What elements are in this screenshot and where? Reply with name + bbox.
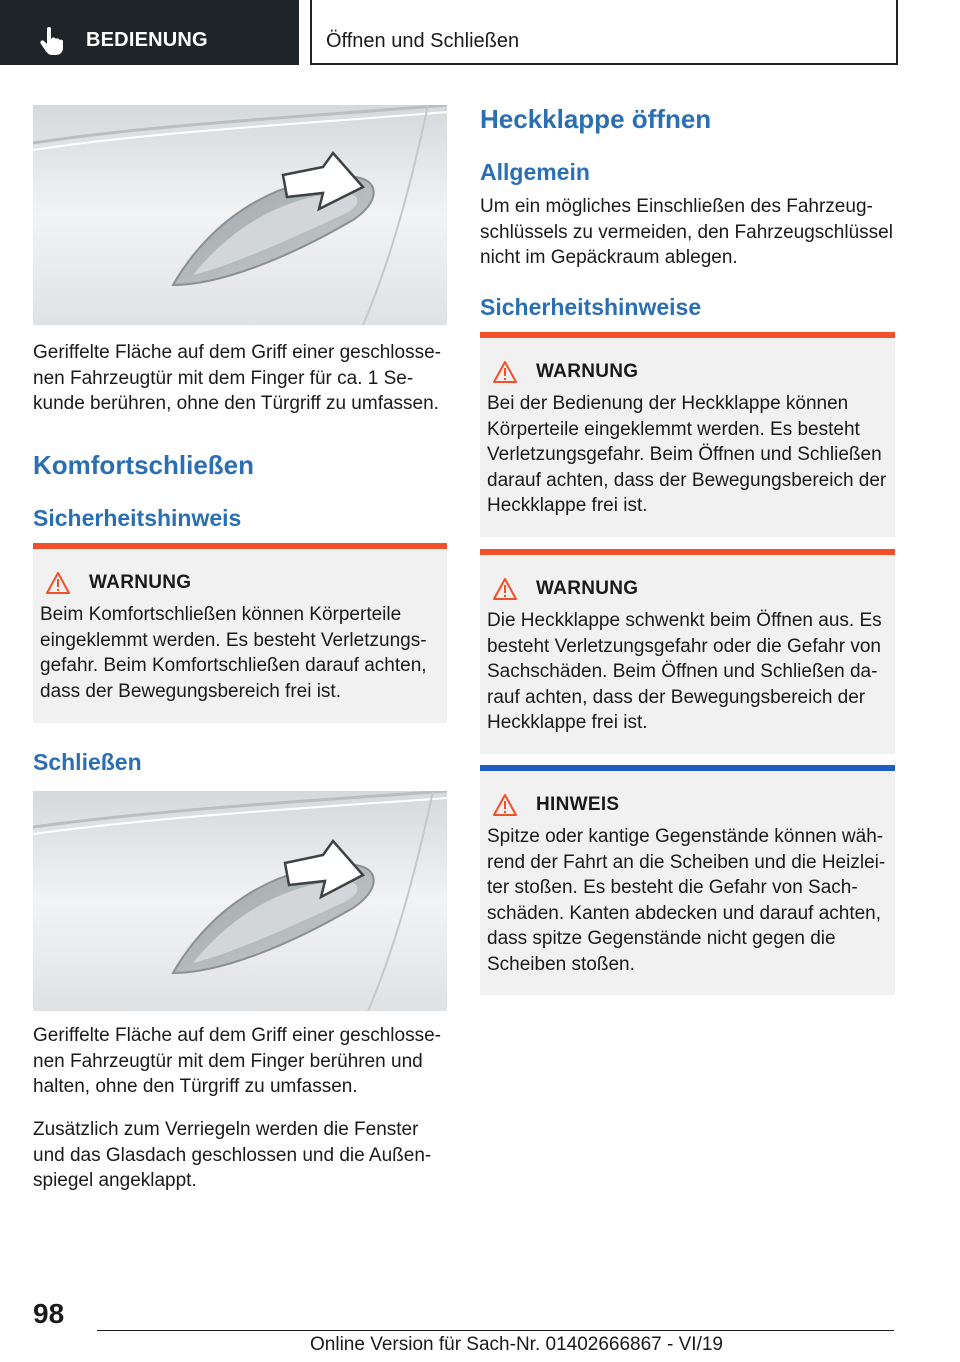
warning-text: Die Heckklappe schwenkt beim Öffnen aus. Es besteht Verletzungsgefahr oder die Gefahr von Sachschäden. Beim Öffnen und Schließen da-rauf achten, dass der Bewegungsbereich der Heckklappe frei ist. (487, 610, 882, 733)
warning-triangle-icon (492, 577, 518, 601)
door-handle-illustration (33, 791, 447, 1011)
section-tab (0, 0, 299, 65)
section-label: BEDIENUNG (86, 29, 208, 51)
note-label: HINWEIS (536, 794, 620, 815)
warning-triangle-icon (45, 571, 71, 595)
note-box-heckklappe (480, 765, 895, 995)
hand-pointer-icon (37, 26, 67, 56)
warning-bar (33, 543, 447, 549)
paragraph-verriegeln: Zusätzlich zum Verriegeln werden die Fenster und das Glasdach geschlossen und die Außen-spiegel angeklappt. (33, 1119, 432, 1191)
warning-bar (480, 332, 895, 338)
paragraph-allgemein: Um ein mögliches Einschließen des Fahrzeug-schlüssels zu vermeiden, den Fahrzeugschlüssel nicht im Gepäckraum ablegen. (480, 196, 893, 268)
warning-triangle-icon (492, 793, 518, 817)
warning-label: WARNUNG (536, 578, 639, 599)
note-bar (480, 765, 895, 771)
warning-label: WARNUNG (536, 361, 639, 382)
warning-text: Bei der Bedienung der Heckklappe können Körperteile eingeklemmt werden. Es besteht Verletzungsgefahr. Beim Öffnen und Schließen darauf achten, dass der Bewegungsbereich der Heckklappe frei ist. (487, 393, 887, 516)
door-handle-illustration (33, 105, 447, 325)
door-handle-figure-2 (33, 791, 447, 1011)
subheading-allgemein: Allgemein (480, 159, 590, 185)
subheading-sicherheitshinweis: Sicherheitshinweis (33, 505, 242, 531)
caption-figure-1: Geriffelte Fläche auf dem Griff einer geschlosse-nen Fahrzeugtür mit dem Finger für ca. 1 Se-kunde berühren, ohne den Türgriff zu umfassen. (33, 342, 441, 414)
heading-komfortschliessen: Komfortschließen (33, 450, 255, 480)
warning-bar (480, 549, 895, 555)
warning-box-heckklappe-2 (480, 549, 895, 754)
warning-box-komfort (33, 543, 447, 723)
heading-heckklappe-oeffnen: Heckklappe öffnen (480, 104, 712, 134)
door-handle-figure-1 (33, 105, 447, 325)
subheading-schliessen: Schließen (33, 749, 142, 775)
chapter-title: Öffnen und Schließen (326, 30, 520, 52)
note-text: Spitze oder kantige Gegenstände können wäh-rend der Fahrt an die Scheiben und die Heizlei-ter stoßen. Es besteht die Gefahr von Sach-schäden. Kanten abdecken und darauf achten, dass spitze Gegenstände nicht gegen die Scheiben stoßen. (487, 826, 886, 975)
footer-online-version: Online Version für Sach-Nr. 01402666867 - VI/19 (310, 1334, 723, 1355)
subheading-sicherheitshinweise: Sicherheitshinweise (480, 294, 702, 320)
warning-box-heckklappe-1 (480, 332, 895, 537)
page-number: 98 (33, 1298, 65, 1329)
warning-triangle-icon (492, 360, 518, 384)
chapter-tab (310, 0, 898, 65)
footer-rule (97, 1330, 894, 1331)
warning-label: WARNUNG (89, 572, 192, 593)
caption-figure-2: Geriffelte Fläche auf dem Griff einer geschlosse-nen Fahrzeugtür mit dem Finger berühren und halten, ohne den Türgriff zu umfassen. (33, 1025, 441, 1097)
warning-text: Beim Komfortschließen können Körperteile eingeklemmt werden. Es besteht Verletzungs-gefahr. Beim Komfortschließen darauf achten, dass der Bewegungsbereich frei ist. (40, 604, 427, 702)
